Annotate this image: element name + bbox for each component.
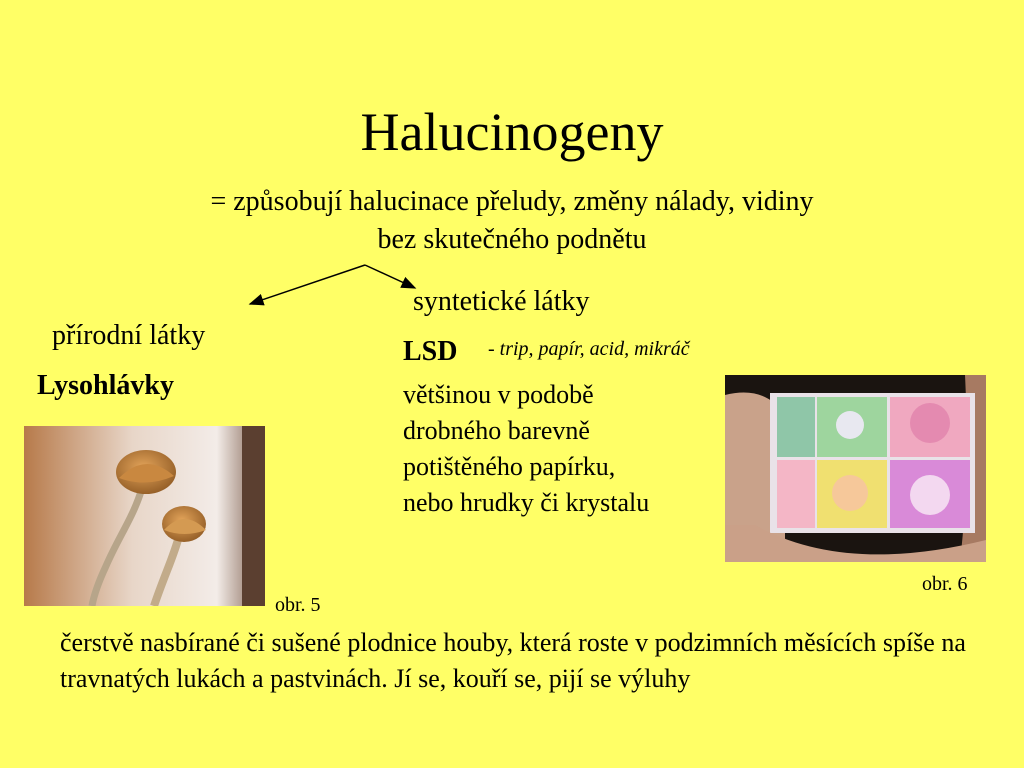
lsd-desc-line-2: drobného barevně (403, 416, 590, 445)
figure-6-caption: obr. 6 (922, 573, 968, 595)
natural-substances-label: přírodní látky (52, 320, 206, 351)
slide-title: Halucinogeny (360, 102, 664, 162)
mushroom-photo (24, 426, 265, 606)
lsd-blotter-photo (725, 375, 986, 562)
definition-line-1: = způsobují halucinace přeludy, změny nálady, vidiny (210, 186, 814, 217)
lsd-desc-line-4: nebo hrudky či krystalu (403, 488, 650, 517)
lsd-desc-line-1: většinou v podobě (403, 380, 594, 409)
lsd-desc-line-3: potištěného papírku, (403, 452, 616, 481)
definition-line-2: bez skutečného podnětu (377, 224, 647, 255)
mushroom-description: čerstvě nasbírané či sušené plodnice houby, která roste v podzimních měsících spíše na travnatých lukách a pastvinách. Jí se, kouří se, pijí se výluhy (60, 628, 966, 693)
lsd-slang-names: - trip, papír, acid, mikráč (488, 338, 690, 360)
figure-5-caption: obr. 5 (275, 594, 321, 616)
lsd-description (403, 377, 649, 521)
mushroom-name: Lysohlávky (37, 370, 174, 401)
arrow-right (365, 265, 415, 288)
arrow-left (250, 265, 365, 304)
lsd-name: LSD (403, 336, 458, 367)
synthetic-substances-label: syntetické látky (413, 286, 590, 317)
